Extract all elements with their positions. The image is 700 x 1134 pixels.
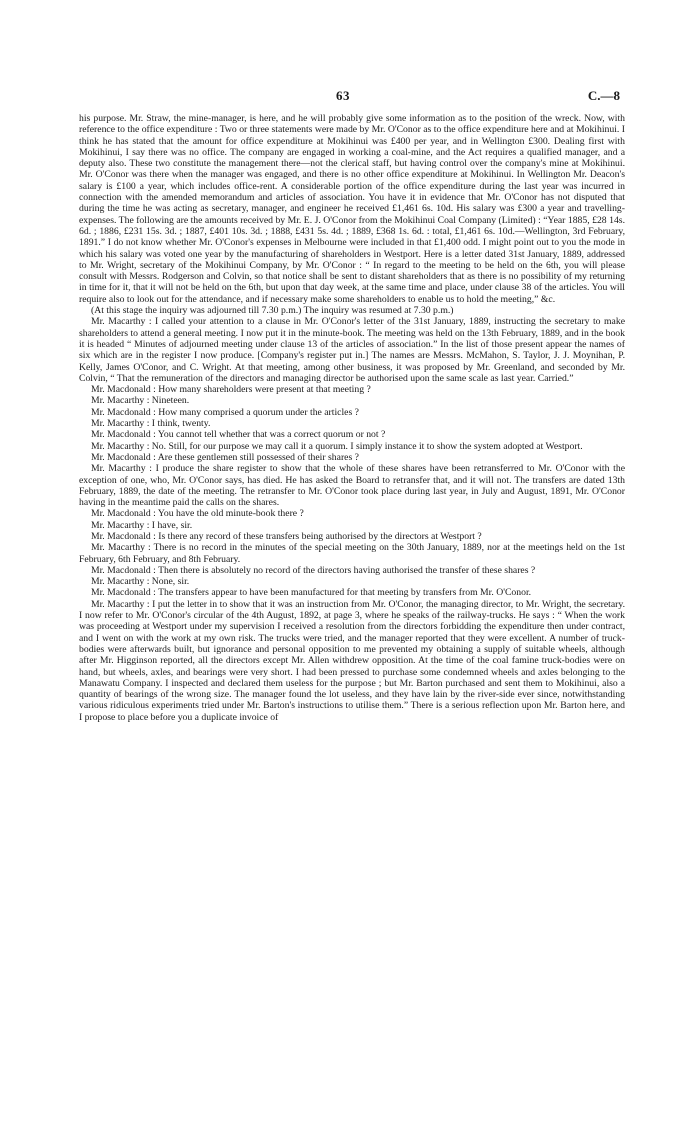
paragraph: Mr. Macdonald : You have the old minute-book there ? bbox=[91, 508, 304, 520]
paragraph: Mr. Macdonald : The transfers appear to have been manufactured for that meeting by transfers from Mr. O'Conor. bbox=[91, 587, 532, 599]
body-text bbox=[79, 113, 625, 723]
paragraph: Mr. Macdonald : Are these gentlemen still possessed of their shares ? bbox=[91, 451, 359, 463]
paragraph: Mr. Macdonald : You cannot tell whether that was a correct quorum or not ? bbox=[91, 429, 386, 441]
paragraph: Mr. Macdonald : Then there is absolutely no record of the directors having authorised the transfer of these shares ? bbox=[91, 564, 536, 576]
paragraph: Mr. Macarthy : I produce the share register to show that the whole of these shares have been retransferred to Mr. O'Conor with the exception of one, who, Mr. O'Conor says, has died. He has asked the Board to retransfer that, and it will not. The transfers are dated 13th February, 1889, the date of the meeting. The retransfer to Mr. O'Conor took place during last year, in July and August, 1891, Mr. O'Conor having in the meantime paid the calls on the shares. bbox=[79, 463, 625, 509]
paragraph: Mr. Macarthy : I think, twenty. bbox=[91, 418, 211, 430]
document-reference: C.—8 bbox=[587, 88, 620, 103]
paragraph: Mr. Macarthy : None, sir. bbox=[91, 576, 190, 588]
paragraph: Mr. Macarthy : I called your attention to a clause in Mr. O'Conor's letter of the 31st January, 1889, instructing the secretary to make shareholders to attend a general meeting. I now put it in the minute-book. The meeting was held on the 13th February, 1889, and in the book it is headed “ Minutes of adjourned meeting under clause 13 of the articles of association.” In the list of those present appear the names of six which are in the register I now produce. [Company's register put in.] The names are Messrs. McMahon, S. Taylor, J. J. Moynihan, P. Kelly, James O'Conor, and C. Wright. At that meeting, among other business, it was proposed by Mr. Greenland, and seconded by Mr. Colvin, “ That the remuneration of the directors and managing director be authorised upon the same scale as last year. Carried.” bbox=[79, 316, 625, 384]
paragraph: Mr. Macarthy : I put the letter in to show that it was an instruction from Mr. O'Conor, the managing director, to Mr. Wright, the secretary. I now refer to Mr. O'Conor's circular of the 4th August, 1892, at page 3, where he speaks of the railway-trucks. He says : “ When the work was proceeding at Westport under my supervision I received a resolution from the directors forbidding the expenditure then under contract, and I went on with the work at my own risk. The trucks were tried, and the manager reported that they were excellent. A number of truck-bodies were afterwards built, but ignorance and personal opposition to me prevented my obtaining a supply of suitable wheels, although after Mr. Higginson reported, all the directors except Mr. Allen withdrew opposition. At the time of the coal famine truck-bodies were on hand, but wheels, axles, and bearings were very short. I had been pressed to purchase some condemned wheels and axles belonging to the Manawatu Company. I inspected and declared them useless for the purpose ; but Mr. Barton purchased and sent them to Mokihinui, also a quantity of bearings of the wrong size. The manager found the lot useless, and they have lain by the river-side ever since, notwithstanding various ridiculous experiments tried under Mr. Barton's instructions to utilise them.” There is a serious reflection upon Mr. Barton here, and I propose to place before you a duplicate invoice of bbox=[79, 598, 625, 723]
paragraph: Mr. Macdonald : How many comprised a quorum under the articles ? bbox=[91, 406, 359, 418]
page-number: 63 bbox=[336, 88, 350, 103]
paragraph: Mr. Macarthy : There is no record in the minutes of the special meeting on the 30th January, 1889, nor at the meetings held on the 1st February, 6th February, and 8th February. bbox=[79, 542, 625, 565]
paragraph: Mr. Macarthy : I have, sir. bbox=[91, 519, 193, 531]
page-header bbox=[0, 88, 700, 104]
paragraph: Mr. Macarthy : No. Still, for our purpose we may call it a quorum. I simply instance it to show the system adopted at Westport. bbox=[91, 440, 583, 452]
paragraph: (At this stage the inquiry was adjourned till 7.30 p.m.) The inquiry was resumed at 7.30 p.m.) bbox=[91, 305, 454, 317]
paragraph: Mr. Macdonald : Is there any record of these transfers being authorised by the directors at Westport ? bbox=[91, 530, 482, 542]
paragraph: Mr. Macarthy : Nineteen. bbox=[91, 395, 190, 407]
paragraph: his purpose. Mr. Straw, the mine-manager, is here, and he will probably give some information as to the position of the wreck. Now, with reference to the office expenditure : Two or three statements were made by Mr. O'Conor as to the office expenditure here and at Mokihinui. I think he has stated that the amount for office expenditure at Mokihinui was £400 per year, and in Wellington £300. Dealing first with Mokihinui, I say there was no office. The company are engaged in working a coal-mine, and the Act requires a qualified manager, and a deputy also. These two constitute the management there—not the clerical staff, but having control over the company's mine at Mokihinui. Mr. O'Conor was there when the manager was engaged, and there is no other office expenditure at Mokihinui. In Wellington Mr. Deacon's salary is £100 a year, which includes office-rent. A considerable portion of the office expenditure during the last year was incurred in connection with the amended memorandum and articles of association. You have it in evidence that Mr. O'Conor has not disputed that during the time he was acting as secretary, manager, and engineer he received £1,461 6s. 10d. His salary was £300 a year and travelling-expenses. The following are the amounts received by Mr. E. J. O'Conor from the Mokihinui Coal Company (Limited) : “Year 1885, £28 14s. 6d. ; 1886, £231 15s. 3d. ; 1887, £401 10s. 3d. ; 1888, £431 5s. 4d. ; 1889, £368 1s. 6d. : total, £1,461 6s. 10d.—Wellington, 3rd February, 1891.” I do not know whether Mr. O'Conor's expenses in Melbourne were included in that £1,400 odd. I might point out to you the mode in which his salary was voted one year by the manufacturing of shareholders in Westport. Here is a letter dated 31st January, 1889, addressed to Mr. Wright, secretary of the Mokihinui Company, by Mr. O'Conor : “ In regard to the meeting to be held on the 6th, you will please consult with Messrs. Rodgerson and Colvin, so that notice shall be sent to distant shareholders that as there is no possibility of my returning in time for it, that it will not be held on the 6th, but upon that day week, at the same time and place, under clause 38 of the articles. You will require also to look out for the attendance, and if necessary make some shareholders to enable us to hold the meeting,” &c. bbox=[79, 113, 625, 305]
paragraph: Mr. Macdonald : How many shareholders were present at that meeting ? bbox=[91, 384, 371, 396]
